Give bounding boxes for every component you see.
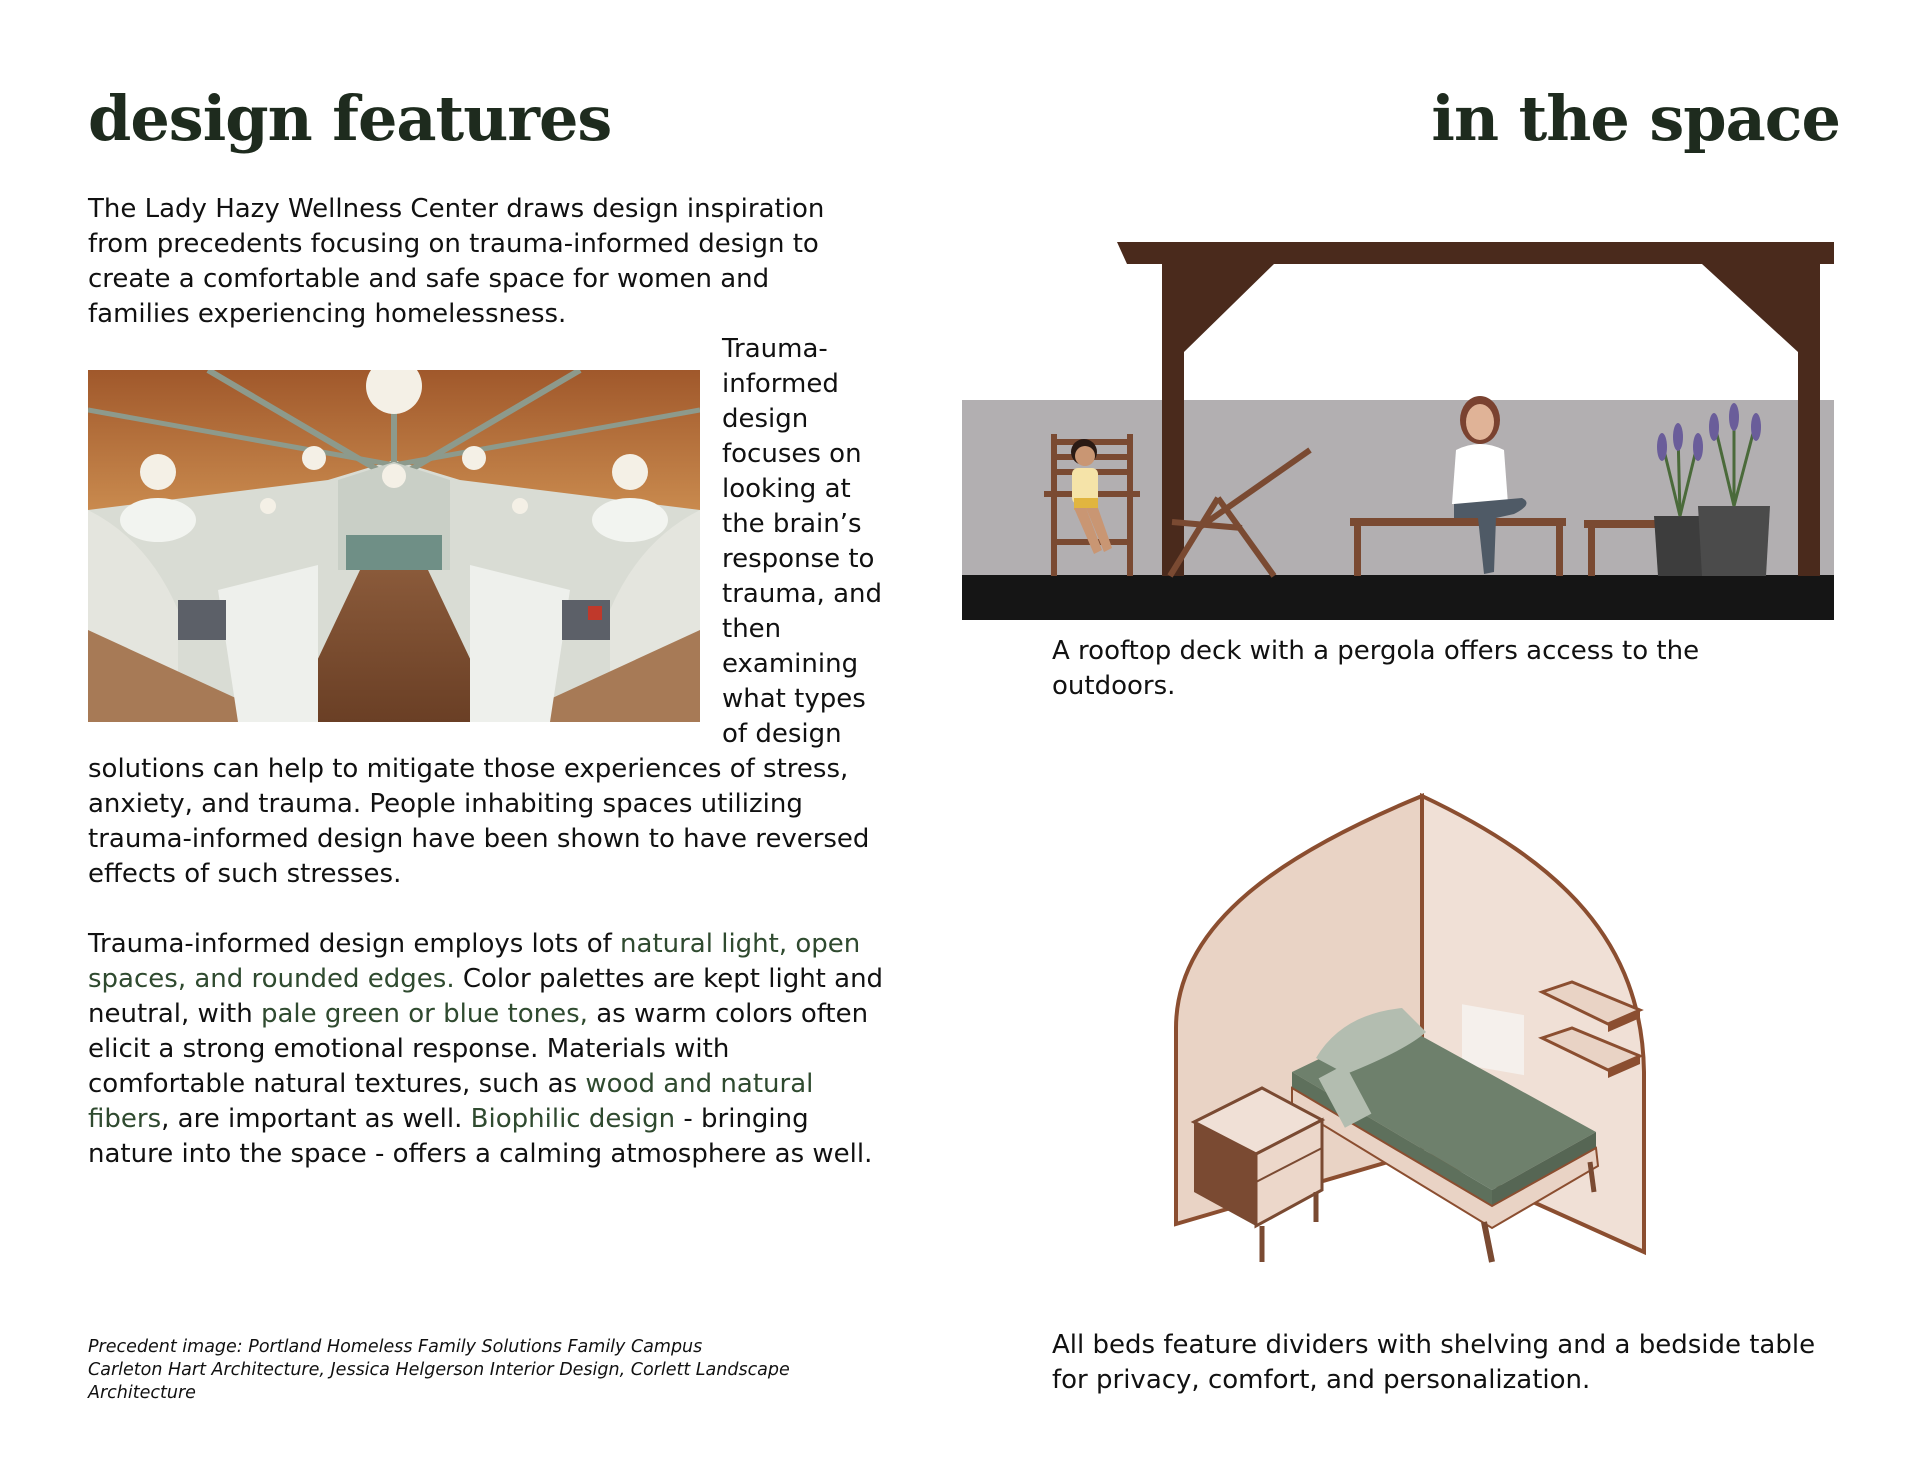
para2-text-4: , are important as well.: [161, 1104, 471, 1134]
para2-text-2: Color palettes are kept light and neutral, with: [88, 964, 884, 1029]
para2-text-5: - bringing nature into the space - offers a calming atmosphere as well.: [88, 1104, 873, 1169]
highlight-pale-tones: pale green or blue tones,: [260, 999, 588, 1029]
para2-text-3: as warm colors often elicit a strong emotional response. Materials with comfortable natural textures, such as: [88, 999, 869, 1099]
pergola-brace-left: [1184, 264, 1274, 352]
pergola-beam: [1117, 242, 1834, 264]
intro-paragraph: The Lady Hazy Wellness Center draws design inspiration from precedents focusing on trauma-informed design to create a comfortable and safe space for women and families experiencing homelessness.: [88, 194, 825, 329]
highlight-natural-materials: wood and natural fibers: [88, 1069, 814, 1134]
left-text-column: [88, 332, 888, 1207]
para2-text-1: Trauma-informed design employs lots of: [88, 929, 621, 959]
paragraph-trauma-informed: Trauma-informed design focuses on looking at the brain’s response to trauma, and then examining what types of design solutions can help to mitigate those experiences of stress, anxiety, and trauma. People inhabiting spaces utilizing trauma-informed design have been shown to have reversed effects of such stresses.: [88, 334, 882, 889]
precedent-photo: [88, 370, 700, 722]
page-title-left: design features: [88, 82, 612, 155]
pergola-brace-right: [1702, 264, 1798, 352]
rooftop-deck-illustration: [962, 242, 1834, 620]
deck-floor: [962, 575, 1834, 620]
pergola-post-right: [1798, 264, 1820, 576]
bed-divider-illustration: [1166, 792, 1714, 1294]
page-title-right: in the space: [1431, 82, 1840, 155]
credit-line-1: Precedent image: Portland Homeless Family Solutions Family Campus: [88, 1337, 703, 1357]
highlight-natural-light: natural light, open spaces, and rounded edges.: [88, 929, 861, 994]
highlight-biophilic-design: Biophilic design: [470, 1104, 676, 1134]
bedside-table: [1194, 1088, 1322, 1262]
caption-rooftop-deck: A rooftop deck with a pergola offers access to the outdoors.: [1052, 636, 1700, 701]
precedent-credit: [88, 1336, 848, 1405]
paragraph-design-features: [88, 927, 888, 1172]
credit-line-2: Carleton Hart Architecture, Jessica Helgerson Interior Design, Corlett Landscape Architecture: [88, 1360, 790, 1403]
pergola-post-left: [1162, 264, 1184, 576]
caption-beds: All beds feature dividers with shelving and a bedside table for privacy, comfort, and personalization.: [1052, 1330, 1816, 1395]
